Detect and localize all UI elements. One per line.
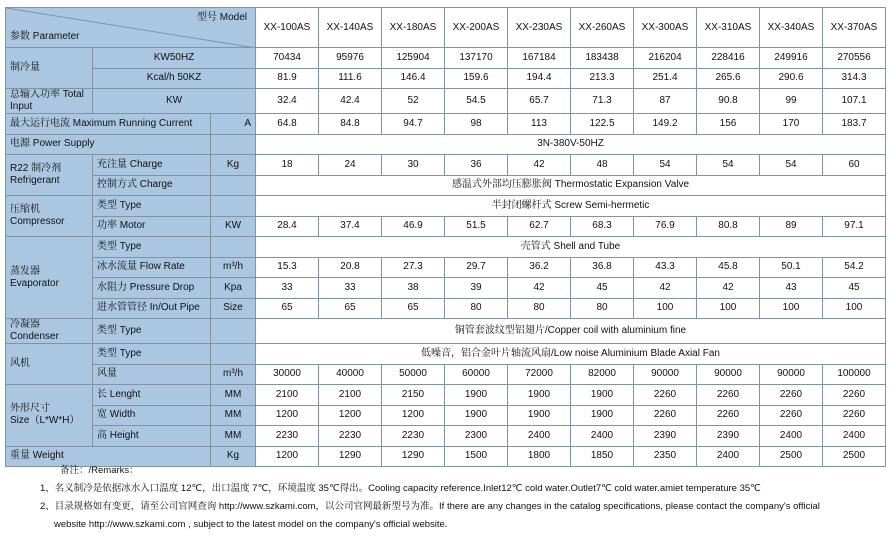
unit-cell-ref-charge: Kg [211,155,256,176]
value-cell: 251.4 [634,68,697,89]
value-cell: 98 [445,114,508,135]
value-cell: 314.3 [823,68,886,89]
value-cell: 107.1 [823,89,886,114]
model-header-cell: XX-300AS [634,8,697,48]
spec-row-evap-flow [6,257,886,278]
value-cell: 194.4 [508,68,571,89]
unit-cell-evap-pressure: Kpa [211,278,256,299]
value-cell: 265.6 [697,68,760,89]
value-cell: 42 [697,278,760,299]
value-cell: 84.8 [319,114,382,135]
spec-row-dim-width [6,405,886,426]
value-cell: 90000 [634,364,697,385]
value-cell: 20.8 [319,257,382,278]
value-cell: 100 [823,298,886,319]
sub-label-dim-width: 宽 Width [93,405,211,426]
value-cell: 2260 [697,385,760,406]
spec-row-fan-air [6,364,886,385]
unit-cell-comp-power: KW [211,216,256,237]
spec-row-evap-type [6,237,886,258]
value-cell: 54 [634,155,697,176]
unit-cell-evap-flow: m³/h [211,257,256,278]
group-label-cur: 最大运行电流 Maximum Running Current [6,114,211,135]
unit-cell-fan-type [211,344,256,365]
merged-value-comp-type: 半封闭螺杆式 Screw Semi-hermetic [256,196,886,217]
unit-cell-fan-air: m³/h [211,364,256,385]
value-cell: 2260 [760,405,823,426]
value-cell: 216204 [634,48,697,69]
model-header-cell: XX-230AS [508,8,571,48]
value-cell: 2400 [823,426,886,447]
value-cell: 99 [760,89,823,114]
value-cell: 95976 [319,48,382,69]
value-cell: 2260 [697,405,760,426]
spec-row-capacity-kw [6,48,886,69]
value-cell: 50000 [382,364,445,385]
value-cell: 30000 [256,364,319,385]
value-cell: 2230 [256,426,319,447]
value-cell: 100 [697,298,760,319]
value-cell: 2260 [634,385,697,406]
value-cell: 2500 [823,446,886,467]
spec-row-evap-pipe [6,298,886,319]
value-cell: 2500 [760,446,823,467]
group-label-cap: 制冷量 [6,48,93,89]
value-cell: 71.3 [571,89,634,114]
unit-cell-dim-length: MM [211,385,256,406]
model-header-cell: XX-180AS [382,8,445,48]
value-cell: 97.1 [823,216,886,237]
value-cell: 146.4 [382,68,445,89]
value-cell: 1900 [571,405,634,426]
value-cell: 159.6 [445,68,508,89]
value-cell: 89 [760,216,823,237]
value-cell: 1900 [445,405,508,426]
value-cell: 52 [382,89,445,114]
value-cell: 249916 [760,48,823,69]
spec-row-dim-length [6,385,886,406]
spec-row-ref-control [6,175,886,196]
spec-row-max-current [6,114,886,135]
value-cell: 113 [508,114,571,135]
sub-label-evap-pipe: 进水管管径 In/Out Pipe [93,298,211,319]
value-cell: 48 [571,155,634,176]
value-cell: 1900 [445,385,508,406]
value-cell: 36.8 [571,257,634,278]
value-cell: 40000 [319,364,382,385]
sub-label-fan-air: 风量 [93,364,211,385]
value-cell: 1900 [571,385,634,406]
spec-row-capacity-kcal [6,68,886,89]
value-cell: 80.8 [697,216,760,237]
value-cell: 38 [382,278,445,299]
header-row [6,8,886,48]
unit-cell-dim-height: MM [211,426,256,447]
unit-cell-cond-type [211,319,256,344]
remark-2-continued: website http://www.szkami.com , subject to the latest model on the company's official website. [54,519,448,530]
value-cell: 29.7 [445,257,508,278]
value-cell: 80 [508,298,571,319]
remark-1: 1、名义制冷是依据冰水入口温度 12℃，出口温度 7℃，环境温度 35℃得出。Cooling capacity reference.Inlet12℃ cold water.Outlet7℃ cold water.amiet temperature 35℃ [40,483,761,494]
spec-row-power-supply [6,134,886,155]
value-cell: 54 [697,155,760,176]
value-cell: 30 [382,155,445,176]
value-cell: 94.7 [382,114,445,135]
spec-row-dim-height [6,426,886,447]
value-cell: 65 [382,298,445,319]
sub-label-cond-type: 类型 Type [93,319,211,344]
spec-row-comp-type [6,196,886,217]
merged-value-fan-type: 低噪音，铝合金叶片轴流风扇/Low noise Aluminium Blade Axial Fan [256,344,886,365]
merged-value-ref-control: 感温式外部均压膨胀阀 Thermostatic Expansion Valve [256,175,886,196]
model-header-cell: XX-370AS [823,8,886,48]
value-cell: 64.8 [256,114,319,135]
unit-cell-evap-pipe: Size [211,298,256,319]
value-cell: 228416 [697,48,760,69]
value-cell: 46.9 [382,216,445,237]
sub-label-evap-pressure: 水阻力 Pressure Drop [93,278,211,299]
spec-row-fan-type [6,344,886,365]
value-cell: 37.4 [319,216,382,237]
value-cell: 2350 [634,446,697,467]
value-cell: 68.3 [571,216,634,237]
value-cell: 82000 [571,364,634,385]
value-cell: 42 [508,278,571,299]
value-cell: 24 [319,155,382,176]
value-cell: 1290 [319,446,382,467]
model-header-cell: XX-200AS [445,8,508,48]
value-cell: 2150 [382,385,445,406]
value-cell: 50.1 [760,257,823,278]
value-cell: 213.3 [571,68,634,89]
remarks-title: 备注：/Remarks： [60,465,139,476]
value-cell: 167184 [508,48,571,69]
unit-cell-total-input: KW [93,89,256,114]
value-cell: 42 [634,278,697,299]
value-cell: 54 [760,155,823,176]
value-cell: 36.2 [508,257,571,278]
value-cell: 65.7 [508,89,571,114]
merged-value-evap-type: 壳管式 Shell and Tube [256,237,886,258]
value-cell: 65 [319,298,382,319]
spec-table [5,7,886,467]
value-cell: 80 [571,298,634,319]
model-label: 型号 Model [196,12,247,23]
sub-label-comp-type: 类型 Type [93,196,211,217]
value-cell: 2400 [571,426,634,447]
value-cell: 76.9 [634,216,697,237]
value-cell: 81.9 [256,68,319,89]
value-cell: 1200 [382,405,445,426]
value-cell: 65 [256,298,319,319]
value-cell: 2230 [319,426,382,447]
value-cell: 32.4 [256,89,319,114]
value-cell: 33 [319,278,382,299]
value-cell: 87 [634,89,697,114]
value-cell: 2390 [634,426,697,447]
group-label-evap: 蒸发器 Evaporator [6,237,93,319]
sub-label-comp-power: 功率 Motor [93,216,211,237]
value-cell: 51.5 [445,216,508,237]
spec-row-cond-type [6,319,886,344]
value-cell: 27.3 [382,257,445,278]
value-cell: 149.2 [634,114,697,135]
value-cell: 18 [256,155,319,176]
value-cell: 2400 [697,446,760,467]
value-cell: 156 [697,114,760,135]
value-cell: 90000 [697,364,760,385]
parameter-label: 参数 Parameter [10,31,80,42]
value-cell: 2100 [256,385,319,406]
value-cell: 290.6 [760,68,823,89]
value-cell: 1200 [256,446,319,467]
value-cell: 2230 [382,426,445,447]
value-cell: 42 [508,155,571,176]
merged-value-cond-type: 铜管套波纹型铝翅片/Copper coil with aluminium fine [256,319,886,344]
spec-row-comp-power [6,216,886,237]
value-cell: 42.4 [319,89,382,114]
model-header-cell: XX-140AS [319,8,382,48]
group-label-pow: 电源 Power Supply [6,134,211,155]
value-cell: 43.3 [634,257,697,278]
unit-cell-comp-type [211,196,256,217]
sub-label-dim-length: 长 Lenght [93,385,211,406]
value-cell: 2400 [508,426,571,447]
value-cell: 270556 [823,48,886,69]
value-cell: 1200 [319,405,382,426]
sub-label-fan-type: 类型 Type [93,344,211,365]
value-cell: 2260 [823,405,886,426]
value-cell: 70434 [256,48,319,69]
remark-2: 2、目录规格如有变更，请至公司官网查询 http://www.szkami.com，以公司官网最新型号为准。If there are any changes in the catalog specifications, please contact the company's official [40,501,820,512]
group-label-input: 总输入功率 Total Input [6,89,93,114]
value-cell: 125904 [382,48,445,69]
value-cell: 72000 [508,364,571,385]
value-cell: 122.5 [571,114,634,135]
value-cell: 1900 [508,385,571,406]
spec-row-total-input [6,89,886,114]
unit-cell-capacity-kcal: Kcal/h 50KZ [93,68,256,89]
value-cell: 80 [445,298,508,319]
spec-row-evap-pressure [6,278,886,299]
header-corner-cell [6,8,256,48]
value-cell: 39 [445,278,508,299]
value-cell: 60 [823,155,886,176]
value-cell: 43 [760,278,823,299]
value-cell: 15.3 [256,257,319,278]
group-label-comp: 压缩机 Compressor [6,196,93,237]
value-cell: 183.7 [823,114,886,135]
unit-cell-max-current: A [211,114,256,135]
group-label-ref: R22 制冷剂 Refrigerant [6,155,93,196]
value-cell: 2300 [445,426,508,447]
remarks [40,462,882,534]
value-cell: 45 [823,278,886,299]
sub-label-ref-control: 控制方式 Charge [93,175,211,196]
merged-value-power-supply: 3N-380V-50HZ [256,134,886,155]
spec-row-ref-charge [6,155,886,176]
value-cell: 2260 [634,405,697,426]
value-cell: 183438 [571,48,634,69]
value-cell: 90.8 [697,89,760,114]
value-cell: 2260 [760,385,823,406]
value-cell: 60000 [445,364,508,385]
model-header-cell: XX-100AS [256,8,319,48]
unit-cell-weight: Kg [211,446,256,467]
value-cell: 2400 [760,426,823,447]
group-label-fan: 风机 [6,344,93,385]
model-header-cell: XX-340AS [760,8,823,48]
value-cell: 1200 [256,405,319,426]
value-cell: 170 [760,114,823,135]
sub-label-evap-flow: 冰水流量 Flow Rate [93,257,211,278]
group-label-wt: 重量 Weight [6,446,211,467]
value-cell: 1500 [445,446,508,467]
sub-label-ref-charge: 充注量 Charge [93,155,211,176]
sub-label-evap-type: 类型 Type [93,237,211,258]
unit-cell-power-supply [211,134,256,155]
value-cell: 54.5 [445,89,508,114]
value-cell: 2390 [697,426,760,447]
unit-cell-capacity-kw: KW50HZ [93,48,256,69]
model-header-cell: XX-310AS [697,8,760,48]
value-cell: 137170 [445,48,508,69]
value-cell: 90000 [760,364,823,385]
unit-cell-evap-type [211,237,256,258]
unit-cell-ref-control [211,175,256,196]
value-cell: 28.4 [256,216,319,237]
value-cell: 1800 [508,446,571,467]
value-cell: 1850 [571,446,634,467]
model-header-cell: XX-260AS [571,8,634,48]
value-cell: 2260 [823,385,886,406]
value-cell: 33 [256,278,319,299]
value-cell: 1290 [382,446,445,467]
value-cell: 45 [571,278,634,299]
value-cell: 62.7 [508,216,571,237]
group-label-dim: 外形尺寸 Size（L*W*H） [6,385,93,447]
group-label-cond: 冷凝器 Condenser [6,319,93,344]
value-cell: 2100 [319,385,382,406]
sub-label-dim-height: 高 Height [93,426,211,447]
value-cell: 36 [445,155,508,176]
value-cell: 45.8 [697,257,760,278]
unit-cell-dim-width: MM [211,405,256,426]
value-cell: 100000 [823,364,886,385]
value-cell: 111.6 [319,68,382,89]
value-cell: 54.2 [823,257,886,278]
value-cell: 1900 [508,405,571,426]
value-cell: 100 [634,298,697,319]
value-cell: 100 [760,298,823,319]
